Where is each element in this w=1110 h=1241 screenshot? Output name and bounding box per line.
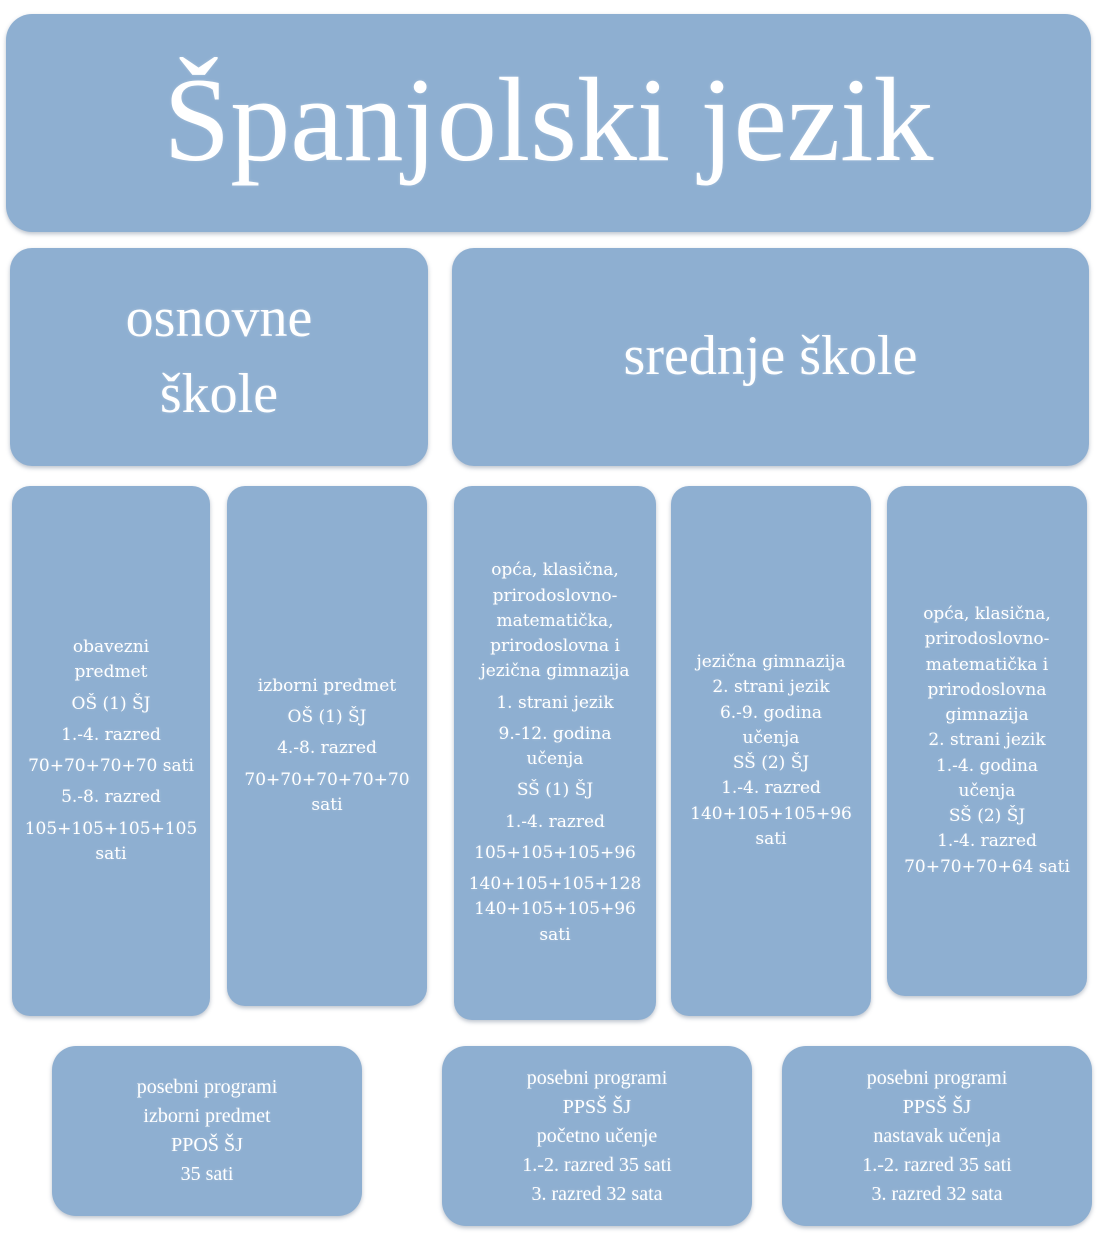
column-line: 6.-9. godina bbox=[719, 702, 823, 723]
column-line: prirodoslovna i bbox=[490, 636, 620, 656]
column-line: prirodoslovno- bbox=[924, 629, 1050, 650]
column-line: SŠ (2) ŠJ bbox=[732, 753, 810, 773]
column-line: sati bbox=[539, 924, 571, 945]
column-ss-gimnazija-1 bbox=[454, 486, 656, 1020]
footer-ppos bbox=[52, 1046, 362, 1216]
column-line: 105+105+105+105 bbox=[24, 818, 198, 839]
title-box bbox=[6, 14, 1091, 232]
footer-line: PPOŠ ŠJ bbox=[171, 1134, 243, 1156]
column-line: učenja bbox=[526, 749, 584, 769]
column-line: 140+105+105+96 bbox=[474, 899, 636, 920]
column-line: SŠ (1) ŠJ bbox=[516, 780, 594, 801]
column-line: gimnazija bbox=[945, 705, 1029, 726]
column-ss-gimnazija-2 bbox=[887, 486, 1087, 996]
column-line: 140+105+105+128 bbox=[468, 874, 642, 894]
footer-line: 1.-2. razred 35 sati bbox=[862, 1153, 1012, 1176]
column-os-izborni bbox=[227, 486, 427, 1006]
column-line: 70+70+70+70+70 bbox=[244, 769, 410, 790]
column-line: prirodoslovno- bbox=[492, 585, 618, 606]
column-line: 1.-4. razred bbox=[505, 811, 605, 832]
column-line: prirodoslovna bbox=[927, 679, 1047, 700]
column-line: opća, klasična, bbox=[923, 604, 1051, 625]
footer-line: PPSŠ ŠJ bbox=[562, 1095, 632, 1118]
footer-line: 3. razred 32 sata bbox=[871, 1182, 1003, 1205]
column-line: 5.-8. razred bbox=[61, 787, 161, 808]
column-line: 2. strani jezik bbox=[712, 677, 830, 698]
section-label-line: osnovne bbox=[125, 287, 313, 350]
column-line: matematička i bbox=[925, 654, 1049, 675]
column-line: OŠ (1) ŠJ bbox=[71, 693, 151, 714]
section-srednje-skole bbox=[452, 248, 1089, 466]
column-line: jezična gimnazija bbox=[480, 661, 630, 682]
column-line: 105+105+105+96 bbox=[474, 842, 636, 863]
column-line: jezična gimnazija bbox=[696, 652, 846, 672]
column-line: sati bbox=[311, 794, 343, 815]
column-line: 70+70+70+70 sati bbox=[28, 756, 194, 776]
footer-line: posebni programi bbox=[136, 1076, 278, 1098]
main-title: Španjolski jezik bbox=[163, 53, 934, 186]
column-line: 4.-8. razred bbox=[277, 738, 377, 759]
column-line: predmet bbox=[74, 662, 148, 683]
footer-line: posebni programi bbox=[866, 1066, 1008, 1089]
column-line: učenja bbox=[958, 780, 1016, 801]
column-line: 1.-4. godina bbox=[935, 755, 1039, 776]
column-line: obavezni bbox=[72, 637, 150, 657]
column-line: OŠ (1) ŠJ bbox=[287, 707, 367, 728]
column-line: sati bbox=[95, 843, 127, 864]
section-label-line: srednje škole bbox=[623, 325, 918, 388]
column-line: sati bbox=[755, 828, 787, 849]
footer-ppss-pocetno bbox=[442, 1046, 752, 1226]
footer-line: 3. razred 32 sata bbox=[531, 1182, 663, 1205]
column-line: matematička, bbox=[496, 610, 614, 631]
column-line: 9.-12. godina bbox=[498, 723, 612, 744]
footer-line: početno učenje bbox=[536, 1124, 658, 1147]
column-ss-jezicna bbox=[671, 486, 871, 1016]
footer-line: PPSŠ ŠJ bbox=[902, 1095, 972, 1118]
column-line: 1.-4. razred bbox=[721, 778, 821, 799]
footer-line: posebni programi bbox=[526, 1066, 668, 1089]
column-line: 70+70+70+64 sati bbox=[904, 856, 1070, 877]
footer-line: izborni predmet bbox=[143, 1105, 271, 1127]
column-line: 2. strani jezik bbox=[928, 730, 1046, 751]
column-line: 1.-4. razred bbox=[937, 831, 1037, 852]
column-line: izborni predmet bbox=[257, 675, 397, 696]
footer-line: nastavak učenja bbox=[873, 1124, 1001, 1147]
column-line: učenja bbox=[742, 727, 800, 748]
column-line: 140+105+105+96 bbox=[690, 803, 852, 824]
column-line: opća, klasična, bbox=[491, 560, 619, 581]
section-label-line: škole bbox=[159, 363, 279, 425]
column-os-obavezni bbox=[12, 486, 210, 1016]
column-line: 1. strani jezik bbox=[496, 692, 614, 713]
footer-line: 1.-2. razred 35 sati bbox=[522, 1153, 672, 1176]
column-line: 1.-4. razred bbox=[61, 724, 161, 745]
section-osnovne-skole bbox=[10, 248, 428, 466]
footer-ppss-nastavak bbox=[782, 1046, 1092, 1226]
footer-line: 35 sati bbox=[180, 1163, 234, 1185]
column-line: SŠ (2) ŠJ bbox=[948, 806, 1026, 827]
